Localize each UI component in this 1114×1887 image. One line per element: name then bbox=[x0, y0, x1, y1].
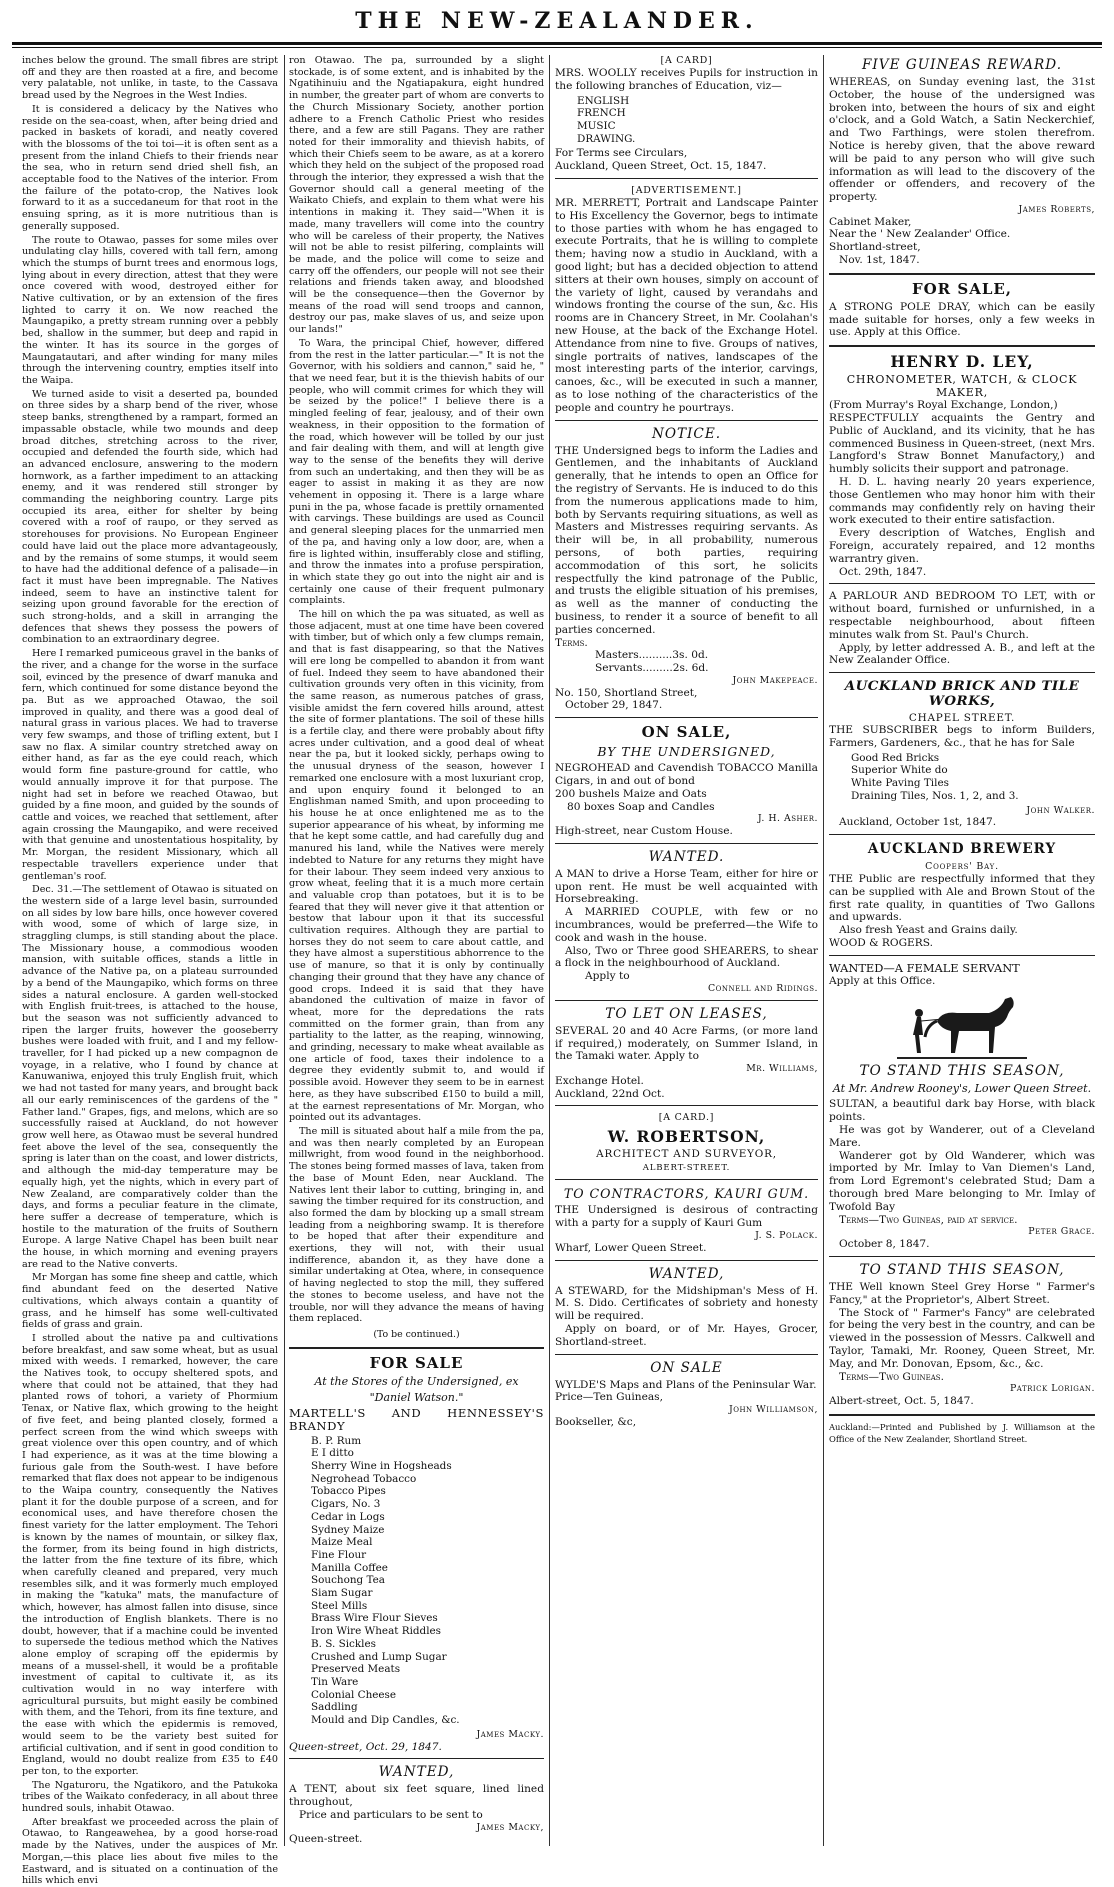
goods-list-item: Cigars, No. 3 bbox=[311, 1498, 381, 1511]
column-divider bbox=[284, 55, 285, 1846]
ad-body: THE Undersigned is desirous of contracting with a party for a supply of Kauri Gum bbox=[555, 1204, 818, 1230]
article-paragraph: Mr Morgan has some fine sheep and cattle, which find abundant feed on the deserted Native cultivations, which always contain a quantity of grass, and he himself has some well-cultivated fields of grass and grain. bbox=[22, 1272, 278, 1331]
ad-signature: Near the ' New Zealander' Office. bbox=[829, 228, 1011, 241]
ad-title: TO STAND THIS SEASON, bbox=[859, 1063, 1065, 1080]
goods-list-item: Maize Meal bbox=[311, 1536, 373, 1549]
ad-subtitle: At Mr. Andrew Rooney's, Lower Queen Street. bbox=[832, 1082, 1092, 1096]
ad-signature: James Roberts, bbox=[1018, 203, 1095, 215]
ad-address: Auckland, Queen Street, Oct. 15, 1847. bbox=[555, 160, 767, 173]
ads-column-3 bbox=[555, 55, 818, 1846]
ad-title: TO LET ON LEASES, bbox=[605, 1005, 768, 1022]
ad-title: AUCKLAND BREWERY bbox=[867, 841, 1057, 858]
goods-list bbox=[851, 752, 1095, 803]
ad-body: A PARLOUR AND BEDROOM TO LET, with or without board, furnished or unfurnished, in a respectable neighbourhood, about fifteen minutes walk from St. Paul's Church. bbox=[829, 590, 1095, 641]
ad-signature: J. H. Asher. bbox=[757, 813, 818, 825]
ad-separator bbox=[829, 345, 1095, 347]
ad-title: WANTED, bbox=[648, 1265, 725, 1282]
ad-date: October 8, 1847. bbox=[839, 1238, 930, 1251]
ad-title: TO CONTRACTORS, KAURI GUM. bbox=[563, 1186, 810, 1202]
ad-address: High-street, near Custom House. bbox=[555, 825, 733, 838]
article-paragraph: ron Otawao. The pa, surrounded by a slight stockade, is of some extent, and is inhabited by the Ngatihinuiu and the Ngatiapakura, eight hundred in number, the greater part of whom are converts to the Church Missionary Society, another portion adhere to a French Catholic Priest who resides there, and a few are still Pagans. They are rather noted for their immorality and thievish habits, of which their Chiefs seem to be aware, as at a korero which they held on the subject of the proposed road through the interior, they expressed a wish that the Governor should call a general meeting of the Waikato Chiefs, and explain to them what were his intentions in making it. They said—"When it is made, many travellers will come into the country who will be careless of their property, the Natives will not be able to resist pilfering, complaints will be made, and the police will come to seize and carry off the offenders, our people will not see their relations and friends taken away, and bloodshed will be the consequence—then the Governor by means of the road will send troops and cannon, destroy our pas, make slaves of us, and seize upon our lands!" bbox=[289, 55, 544, 336]
ad-address: Queen-street. bbox=[289, 1833, 363, 1846]
ad-wanted-tent bbox=[289, 1765, 544, 1846]
goods-list bbox=[311, 1435, 544, 1727]
ad-brick-works bbox=[829, 679, 1095, 829]
ad-date: Auckland, October 1st, 1847. bbox=[839, 816, 997, 829]
article-paragraph: Dec. 31.—The settlement of Otawao is situated on the western side of a large level basin, surrounded on all sides by low bare hills, once however covered with wood, some of which of large size, in straggling clumps, is still standing about the place. The Missionary house, a commodious wooden mansion, with suitable offices, stands a little in advance of the Native pa, on a plateau surrounded by a bend of the Maungapiko, which forms on three sides a natural enclosure. A garden well-stocked with English fruit-trees, is attached to the house, but the season was not sufficiently advanced to ripen the larger fruits, however the gooseberry bushes were loaded with fruit, and I and my fellow-traveller, for I had picked up a new compagnon de voyage, in a relative, who I found by chance at Kanuwaniwa, enjoyed this truly English fruit, which we had not tasted for many years, and brought back all our early reminiscences of the gardens of the " Father land." Grapes, figs, and melons, which are so successfully raised at Auckland, do not however grow well here, as Otawao must be several hundred feet above the level of the sea, consequently the spring is later than on the coast, and lower districts, and although the mid-day temperature may be equally high, yet the nights, which in every part of New Zealand, are comparatively colder than the days, and forms a peculiar feature in the climate, here suffer a decrease of temperature, which is hostile to the maturation of the fruits of Southern Europe. A large Native Chapel has been built near the house, in which morning and evening prayers are read to the Native converts. bbox=[22, 884, 278, 1270]
goods-list-item: Souchong Tea bbox=[311, 1574, 385, 1587]
column-divider bbox=[549, 55, 550, 1846]
article-paragraph: We turned aside to visit a deserted pa, bounded on three sides by a sharp bend of the river, whose steep banks, strengthened by a rampart, formed an impassable obstacle, while two mounds and deep broad ditches, stretching across to the river, occupied and defended the fourth side, which had an advanced enclosure, answering to the modern hornwork, as a farther impediment to an attacking enemy, and it was rendered still stronger by commanding the neighboring country. Large pits occupied its area, either for shelter by being covered with a roof of raupo, or they served as storehouses for provisions. No European Engineer could have laid out the place more advantageously, and by the remains of some stumps, it would seem to have had the additional defence of a palisade—in fact it must have been impregnable. The Natives indeed, seem to have an instinctive talent for seizing upon ground favorable for the erection of such strong-holds, and a skill in arranging the defences that shews they possess the powers of combination to an extraordinary degree. bbox=[22, 388, 278, 646]
ad-date: Albert-street, Oct. 5, 1847. bbox=[829, 1395, 974, 1408]
ad-on-sale-maps bbox=[555, 1361, 818, 1429]
ad-signature: WOOD & ROGERS. bbox=[829, 937, 933, 950]
subject-item: MUSIC bbox=[577, 120, 616, 132]
ad-farmers-fancy bbox=[829, 1263, 1095, 1408]
ad-signature: John Williamson, bbox=[728, 1404, 818, 1416]
ad-body: A TENT, about six feet square, lined lined throughout, bbox=[289, 1783, 544, 1809]
ad-body: MRS. WOOLLY receives Pupils for instruction in the following branches of Education, viz— bbox=[555, 67, 818, 92]
ad-title: WANTED, bbox=[378, 1764, 455, 1781]
ad-address: Wharf, Lower Queen Street. bbox=[555, 1241, 707, 1254]
goods-list-item: Sherry Wine in Hogsheads bbox=[311, 1460, 452, 1473]
ad-body: A MAN to drive a Horse Team, either for hire or upon rent. He must be well acquainted with Horsebreaking. bbox=[555, 867, 818, 906]
ad-body: Apply at this Office. bbox=[829, 974, 936, 987]
ad-henry-ley bbox=[829, 353, 1095, 578]
ad-body: WANTED—A FEMALE SERVANT bbox=[829, 960, 1020, 975]
ad-lead: MARTELL'S AND HENNESSEY'S BRANDY bbox=[289, 1405, 544, 1433]
ad-body: THE Well known Steel Grey Horse " Farmer's Fancy," at the Proprietor's, Albert Street. bbox=[829, 1280, 1095, 1306]
ad-title: ON SALE, bbox=[641, 723, 732, 742]
article-paragraph: The Ngaturoru, the Ngatikoro, and the Patukoka tribes of the Waikato confederacy, in all about three hundred souls, inhabit Otawao. bbox=[22, 1779, 278, 1815]
ad-female-servant bbox=[829, 962, 1095, 988]
ad-body: SULTAN, a beautiful dark bay Horse, with black points. bbox=[829, 1098, 1095, 1124]
ad-subtitle: Coopers' Bay. bbox=[925, 861, 999, 873]
ad-on-sale-asher bbox=[555, 724, 818, 838]
ad-body: RESPECTFULLY acquaints the Gentry and Public of Auckland, and its vicinity, that he has commenced Business in Queen-street, (next Mrs. Langford's Straw Bonnet Manufactory,) and humbly solicits their support and patronage. bbox=[829, 412, 1095, 476]
ad-body: Also, Two or Three good SHEARERS, to shear a flock in the neighbourhood of Auckland. bbox=[555, 944, 818, 970]
subject-item: FRENCH bbox=[577, 107, 626, 120]
ad-body: WHEREAS, on Sunday evening last, the 31st October, the house of the undersigned was broken into, between the hours of six and eight o'clock, and a Gold Watch, a Satin Neckerchief, and Two Farthings, were stolen therefrom. Notice is hereby given, that the above reward will be paid to any person who will give such information as will lead to the discovery of the offender or offenders, and recovery of the property. bbox=[829, 76, 1095, 204]
ad-body: A STRONG POLE DRAY, which can be easily made suitable for horses, only a few weeks in use. Apply at this Office. bbox=[829, 300, 1095, 339]
ad-body: The Stock of " Farmer's Fancy" are celebrated for being the very best in the country, and can be viewed in the possession of Messrs. Calkwell and Taylor, Tamaki, Mr. Rooney, Queen Street, Mr. May, and Mr. Donovan, Epsom, &c., &c. bbox=[829, 1306, 1095, 1370]
ad-label: [ADVERTISEMENT.] bbox=[631, 185, 742, 196]
ad-date: Queen-street, Oct. 29, 1847. bbox=[289, 1740, 442, 1753]
ad-title: TO STAND THIS SEASON, bbox=[859, 1261, 1065, 1278]
ad-signature: Cabinet Maker, bbox=[829, 215, 912, 228]
ad-separator bbox=[829, 672, 1095, 673]
ad-name: W. ROBERTSON, bbox=[607, 1127, 766, 1147]
goods-list-item: Preserved Meats bbox=[311, 1663, 401, 1676]
goods-list-item: Draining Tiles, Nos. 1, 2, and 3. bbox=[851, 789, 1019, 802]
goods-list-item: Cedar in Logs bbox=[311, 1510, 385, 1523]
goods-list-item: E I ditto bbox=[311, 1447, 354, 1460]
ad-body: THE SUBSCRIBER begs to inform Builders, Farmers, Gardeners, &c., that he has for Sale bbox=[829, 724, 1095, 749]
ad-signature: James Macky, bbox=[476, 1821, 544, 1833]
article-paragraph: To Wara, the principal Chief, however, differed from the rest in the latter particular.—" It is not the Governor, with his soldiers and cannon," said he, " that we need fear, but it is the thievish habits of our people, who will commit crimes for which they will be seized by the police!" I believe there is a mingled feeling of fear, jealousy, and of their own weakness, in their opposition to the formation of the road, which however will be tolled by our just and fair dealing with them, and will at length give way to the sense of the benefits they will derive from such an undertaking, and then they will be as eager to assist in making it as they are now vehement in opposing it. There is a large whare puni in the pa, whose facade is prettily ornamented with carvings. These buildings are used as Council and general sleeping places for the unmarried men of the pa, and having only a low door, are, when a fire is lighted within, insufferably close and stifling, and throw the inmates into a profuse perspiration, in which state they go out into the night air and is certainly one cause of their frequent pulmonary complaints. bbox=[289, 337, 544, 607]
goods-list-item: Tobacco Pipes bbox=[311, 1485, 386, 1498]
ad-title: FOR SALE bbox=[369, 1353, 464, 1372]
ad-body: WYLDE'S Maps and Plans of the Peninsular War. bbox=[555, 1378, 817, 1391]
article-paragraph: Here I remarked pumiceous gravel in the banks of the river, and a change for the worse in the surface soil, evinced by the presence of dwarf manuka and fern, which continued for some distance beyond the pa. But as we approached Otawao, the soil improved in quality, and there was a good deal of natural grass in various places. We had to traverse very few swamps, and those of trifling extent, but I saw no flax. A similar country stretched away on either hand, as far as the eye could reach, which would form fine pasture-ground for cattle, who would annually improve it for that purpose. The night had set in before we reached Otawao, but guided by a fine moon, and guided by the sounds of cattle and voices, we reached that settlement, after again crossing the Maungapiko, and were received with that genuine and unostentatious hospitality, by Mr. Morgan, the resident Missionary, which all respectable travellers experience under that gentleman's roof. bbox=[22, 648, 278, 882]
ad-separator bbox=[829, 834, 1095, 835]
ad-reward bbox=[829, 58, 1095, 267]
ad-label: [A CARD.] bbox=[658, 1112, 715, 1124]
goods-list-item: Brass Wire Flour Sieves bbox=[311, 1612, 438, 1625]
ad-merrett bbox=[555, 185, 818, 415]
ad-pole-dray bbox=[829, 281, 1095, 339]
ad-separator bbox=[555, 1354, 818, 1355]
ad-address: Shortland-street, bbox=[829, 241, 921, 254]
ad-price: Servants.........2s. 6d. bbox=[595, 662, 709, 675]
ad-separator bbox=[829, 273, 1095, 275]
ad-separator bbox=[555, 420, 818, 421]
ad-body: H. D. L. having nearly 20 years experience, those Gentlemen who may honor him with their commands may confidently rely on having their work executed to their entire satisfaction. bbox=[829, 476, 1095, 527]
ad-body: THE Undersigned begs to inform the Ladies and Gentlemen, and the inhabitants of Auckland generally, that he intends to open an Office for the registry of Servants. He is induced to do this from the numerous applications made to him, both by Servants requiring situations, as well as Masters and Mistresses requiring servants. As their will be, in all probability, numerous persons, of both parties, requiring accommodation of this sort, he solicits respectfully the kind patronage of the Public, and trusts the eligible situation of his premises, as well as the manner of conducting the business, to render it a source of benefit to all parties concerned. bbox=[555, 444, 818, 636]
ad-separator bbox=[289, 1758, 544, 1759]
ad-subtitle: (From Murray's Royal Exchange, London,) bbox=[829, 399, 1058, 412]
goods-list-item: B. S. Sickles bbox=[311, 1637, 376, 1650]
ad-title: NOTICE. bbox=[651, 425, 722, 442]
article-paragraph: The hill on which the pa was situated, as well as those adjacent, must at one time have been covered with timber, but of which only a few clumps remain, and that is fast disappearing, so that the Natives will ere long be compelled to abandon it from want of fuel. Indeed they seem to have abandoned their cultivation grounds very often in this vicinity, from the same reason, as numerous patches of grass, visible amidst the fern covered hills around, attest the site of former plantations. The soil of these hills is a fertile clay, and there were probably about fifty acres under cultivation, and a good deal of wheat near the pa, but it looked sickly, perhaps owing to the unusual dryness of the season, however I remarked one enclosure with a most luxuriant crop, and upon enquiry found it belonged to an Englishman named Smith, and upon proceeding to his house he at once enlightened me as to the superior appearance of his wheat, by informing me that he kept some cattle, and had carefully dug and manured his land, while the Natives were merely indebted to Nature for any returns they might have for their labour. They seem indeed very anxious to grow wheat, feeling that it is a much more certain and valuable crop than potatoes, but it is to be feared that they will never give it that attention or bestow that labour upon it that its successful cultivation requires. Although they are partial to horses they do not seem to care about cattle, and they have almost a superstitious abhorrence to the use of manure, so that it is only by continually changing their ground that they have any chance of good crops. Indeed it is said that they have abandoned the cultivation of maize in favor of wheat, more for the depredations the rats committed on the former grain, than from any partiality to the latter, as the reaping, winnowing, and grinding, necessary to make wheat available as one article of food, taxes their indolence to a degree they evidently submit to, and would if possible avoid. However they seem to be in earnest here, as they have subscribed £150 to build a mill, at the earnest representations of Mr. Morgan, who pointed out its advantages. bbox=[289, 609, 544, 1124]
ad-signature: John Makepeace. bbox=[732, 674, 818, 686]
ad-date: October 29, 1847. bbox=[565, 699, 663, 712]
ad-title: WANTED. bbox=[648, 848, 725, 865]
ad-separator bbox=[555, 1105, 818, 1106]
ad-role: CHRONOMETER, WATCH, & CLOCK MAKER, bbox=[846, 373, 1078, 400]
ad-label: [A CARD] bbox=[660, 55, 713, 66]
article-paragraph: I strolled about the native pa and cultivations before breakfast, and saw some wheat, but as usual mixed with weeds. I remarked, however, the care the Natives took, to occupy sheltered spots, and where that could not be attained, that they had planted rows of tohori, a variety of Phormium Tenax, or Native flax, which growing to the height of five feet, and being planted closely, formed a perfect screen from the wind which sweeps with great violence over this open country, and of which I had experience, as it was at the time blowing a furious gale from the South-west. I have before remarked that flax does not appear to be indigenous to the Waipa country, consequently the Natives plant it for the double purpose of a screen, and for economical uses, and have therefore chosen the finest variety for the latter employment. The Tehori is known by the names of mountain, or silkey flax, the former, from its being found in high districts, the latter from the fine texture of its fibre, which when carefully cleaned and prepared, very much resembles silk, and it was formerly much employed in making the "katuka" mats, the manufacture of which, however, has almost fallen into disuse, since the introduction of English blankets. There is no doubt, however, that if a machine could be invented to supersede the tedious method which the Natives alone employ of scraping off the epidermis by means of a mussel-shell, it would be a profitable investment of capital to cultivate it, as its cultivation would in no way interfere with agricultural pursuits, but might easily be combined with them, and the Tehori, from its fine texture, and the ease with which the epidermis is removed, would seem to be the variety best suited for artificial cultivation, and if sent in good condition to England, would no doubt realize from £35 to £40 per ton, to the exporter. bbox=[22, 1332, 278, 1777]
ad-card-robertson bbox=[555, 1112, 818, 1174]
ad-subtitle: At the Stores of the Undersigned, ex bbox=[314, 1374, 519, 1388]
ad-body: He was got by Wanderer, out of a Cleveland Mare. bbox=[829, 1124, 1095, 1149]
ad-subtitle: "Daniel Watson." bbox=[369, 1390, 464, 1404]
ad-separator bbox=[829, 1414, 1095, 1416]
ad-signature: Patrick Lorigan. bbox=[1009, 1383, 1095, 1395]
ad-title: FOR SALE, bbox=[911, 279, 1013, 298]
column-divider bbox=[823, 55, 824, 1846]
ad-body: NEGROHEAD and Cavendish TOBACCO Manilla Cigars, in and out of bond bbox=[555, 762, 818, 787]
ad-signature: James Macky. bbox=[476, 1728, 544, 1740]
goods-list-item: Fine Flour bbox=[311, 1548, 367, 1561]
article-paragraph: inches below the ground. The small fibres are stript off and they are then roasted at a fire, and become very palatable, not unlike, in taste, to the Cassava bread used by the Negroes in the West Indies. bbox=[22, 55, 278, 102]
ad-address: ALBERT-STREET. bbox=[642, 1163, 731, 1174]
ads-column-4 bbox=[829, 55, 1095, 1846]
masthead-rule bbox=[12, 42, 1102, 45]
ad-signature: Exchange Hotel. bbox=[555, 1074, 644, 1087]
article-paragraph: The route to Otawao, passes for some miles over undulating clay hills, covered with tall fern, among which the stumps of burnt trees and enormous logs, lying about in every direction, attest that they were once covered with wood, destroyed either for Native cultivation, or by an extension of the fires lighted to carry it on. We now reached the Maungapiko, a pretty stream running over a pebbly bed, shallow in the summer, but deep and rapid in the winter. It has its source in the gorges of Maungatautari, and after winding for many miles through the intervening country, empties itself into the Waipa. bbox=[22, 234, 278, 386]
masthead bbox=[0, 0, 1114, 48]
article-paragraph: It is considered a delicacy by the Natives who reside on the sea-coast, when, after being dried and packed in baskets of koradi, and neatly covered with the blossoms of the toi toi—it is often sent as a present from the inland Chiefs to their friends near the sea, who in return send dried shell fish, an acceptable food to the Natives of the interior. From the failure of the potato-crop, the Natives look forward to it as a succedaneum for that root in the ensuing spring, as it is more nutritious than is generally supposed. bbox=[22, 103, 278, 232]
ad-name: HENRY D. LEY, bbox=[890, 352, 1034, 372]
newspaper-title: THE NEW-ZEALANDER. bbox=[355, 8, 759, 34]
ad-title: FIVE GUINEAS REWARD. bbox=[861, 57, 1063, 73]
ad-body: Apply to bbox=[585, 970, 630, 983]
ad-sultan bbox=[829, 1064, 1095, 1250]
article-paragraph: The mill is situated about half a mile from the pa, and was then nearly completed by an European millwright, from wood found in the neighborhood. The stones being formed masses of lava, taken from the base of Mount Eden, near Auckland. The Natives lent their labor to cutting, bringing in, and sawing the timber required for its construction, and also formed the dam by blocking up a small stream leading from a neighboring swamp. It is therefore to be hoped that after their expenditure and exertions, they will not, with their usual indifference, abandon it, as they have done a similar undertaking at Otea, where, in consequence of having neglected to stop the mill, they suffered the stones to become useless, and have not the trouble, nor will they advance the means of having them replaced. bbox=[289, 1125, 544, 1325]
goods-list-item: Sydney Maize bbox=[311, 1523, 385, 1536]
ad-to-let bbox=[555, 1007, 818, 1101]
ad-brewery bbox=[829, 841, 1095, 950]
ad-body: 200 bushels Maize and Oats bbox=[555, 787, 707, 800]
ad-separator bbox=[289, 1347, 544, 1349]
ad-separator bbox=[829, 955, 1095, 956]
ad-body: MR. MERRETT, Portrait and Landscape Painter to His Excellency the Governor, begs to intimate to those parties with whom he has engaged to execute Portraits, that he is willing to complete them; having now a studio in Auckland, with a good light; but has a decided objection to attend sitters at their own houses, simply on account of the variety of light, caused by verandahs and windows fronting the course of the sun, &c. His rooms are in Chancery Street, in Mr. Coolahan's new House, at the back of the Exchange Hotel. Attendance from nine to five. Groups of natives, single portraits of natives, landscapes of the most interesting parts of the interior, carvings, canoes, &c., will be executed in such a manner, as to lose nothing of the characteristics of the people and country he pourtrays. bbox=[555, 197, 818, 414]
article-paragraph: After breakfast we proceeded across the plain of Otawao, to Rangeawehea, by a good horse-road made by the Natives, under the auspices of Mr. Morgan,—this place lies about five miles to the Eastward, and is situated on a continuation of the hills which envi bbox=[22, 1816, 278, 1887]
article-column-1 bbox=[22, 55, 278, 1887]
goods-list-item: Siam Sugar bbox=[311, 1587, 373, 1600]
ad-price: Price—Ten Guineas, bbox=[555, 1391, 663, 1404]
ad-wanted-horse-team bbox=[555, 850, 818, 995]
ad-body: Also fresh Yeast and Grains daily. bbox=[839, 924, 1018, 937]
ad-date: Auckland, 22nd Oct. bbox=[555, 1087, 665, 1100]
ad-body: A STEWARD, for the Midshipman's Mess of H. M. S. Dido. Certificates of sobriety and honesty will be required. bbox=[555, 1284, 818, 1323]
ad-terms: Terms—Two Guineas, paid at service. bbox=[839, 1213, 1018, 1226]
ad-date: Nov. 1st, 1847. bbox=[839, 254, 920, 267]
ad-separator bbox=[829, 583, 1095, 584]
ad-terms: Terms. bbox=[555, 636, 588, 649]
ad-terms: For Terms see Circulars, bbox=[555, 147, 688, 160]
ad-wanted-steward bbox=[555, 1267, 818, 1349]
subject-item: DRAWING. bbox=[577, 132, 636, 145]
ad-separator bbox=[829, 1256, 1095, 1257]
ad-separator bbox=[555, 178, 818, 179]
ad-for-sale-stores bbox=[289, 1355, 544, 1754]
subject-item: ENGLISH bbox=[577, 94, 630, 107]
goods-list-item: Saddling bbox=[311, 1701, 358, 1714]
ad-parlour bbox=[829, 590, 1095, 667]
ad-signature: Mr. Williams, bbox=[746, 1063, 818, 1075]
goods-list-item: Mould and Dip Candles, &c. bbox=[311, 1714, 460, 1727]
goods-list-item: Good Red Bricks bbox=[851, 751, 940, 764]
ad-separator bbox=[555, 843, 818, 844]
ad-price: Masters..........3s. 0d. bbox=[595, 649, 709, 662]
goods-list-item: Colonial Cheese bbox=[311, 1688, 397, 1701]
goods-list-item: Iron Wire Wheat Riddles bbox=[311, 1625, 442, 1638]
masthead-rule-thin bbox=[12, 47, 1102, 48]
ad-separator bbox=[555, 1260, 818, 1261]
article-column-2 bbox=[289, 55, 544, 1846]
continued-note: (To be continued.) bbox=[373, 1328, 460, 1340]
goods-list-item: Negrohead Tobacco bbox=[311, 1472, 417, 1485]
ad-title: ON SALE bbox=[650, 1359, 723, 1376]
goods-list-item: Steel Mills bbox=[311, 1599, 368, 1612]
ad-title: AUCKLAND BRICK AND TILE WORKS, bbox=[844, 678, 1080, 710]
ad-signature: J. S. Polack. bbox=[755, 1230, 818, 1242]
ad-body: Apply, by letter addressed A. B., and left at the New Zealander Office. bbox=[829, 641, 1095, 667]
horse-illustration bbox=[897, 991, 1027, 1061]
ad-role: ARCHITECT AND SURVEYOR, bbox=[596, 1148, 777, 1161]
ad-body: Apply on board, or of Mr. Hayes, Grocer, Shortland-street. bbox=[555, 1322, 818, 1348]
ad-signature: Peter Grace. bbox=[1028, 1226, 1095, 1238]
ad-body: Every description of Watches, English and Foreign, accurately repaired, and 12 months warrantry given. bbox=[829, 527, 1095, 565]
ad-body: Wanderer got by Old Wanderer, which was imported by Mr. Imlay to Van Diemen's Land, from Lord Egremont's celebrated Stud; Dam a thorough bred Mare belonging to Mr. Imlay of Twofold Bay bbox=[829, 1149, 1095, 1213]
printer-imprint: Auckland:—Printed and Published by J. Williamson at the Office of the New Zealander, Shortland Street. bbox=[829, 1421, 1095, 1444]
ad-separator bbox=[555, 1000, 818, 1001]
ad-signature: John Walker. bbox=[1026, 804, 1095, 816]
ad-separator bbox=[555, 717, 818, 718]
ad-body: SEVERAL 20 and 40 Acre Farms, (or more land if required,) moderately, on Summer Island, in the Tamaki water. Apply to bbox=[555, 1024, 818, 1063]
goods-list-item: Tin Ware bbox=[311, 1676, 359, 1688]
ad-subtitle: BY THE UNDERSIGNED, bbox=[597, 744, 776, 760]
ad-body: THE Public are respectfully informed that they can be supplied with Ale and Brown Stout of the first rate quality, in quantities of Two Gallons and upwards. bbox=[829, 873, 1095, 924]
goods-list-item: Superior White do bbox=[851, 764, 948, 777]
ad-separator bbox=[555, 1179, 818, 1180]
ad-signature: Connell and Ridings. bbox=[707, 983, 818, 995]
goods-list-item: B. P. Rum bbox=[311, 1434, 362, 1447]
goods-list-item: White Paving Tiles bbox=[851, 777, 949, 790]
ad-body: A MARRIED COUPLE, with few or no incumbrances, would be preferred—the Wife to cook and wash in the house. bbox=[555, 906, 818, 944]
goods-list-item: Crushed and Lump Sugar bbox=[311, 1650, 447, 1663]
ad-contractors bbox=[555, 1186, 818, 1254]
ad-subtitle: CHAPEL STREET. bbox=[908, 712, 1016, 725]
ad-terms: Terms—Two Guineas. bbox=[839, 1370, 944, 1383]
ad-body: 80 boxes Soap and Candles bbox=[567, 800, 715, 813]
ad-address: No. 150, Shortland Street, bbox=[555, 686, 698, 699]
ad-body: Price and particulars to be sent to bbox=[299, 1808, 483, 1821]
ad-date: Oct. 29th, 1847. bbox=[839, 565, 927, 578]
ad-signature: Bookseller, &c, bbox=[555, 1415, 637, 1428]
ad-card-woolly bbox=[555, 55, 818, 173]
ad-notice bbox=[555, 427, 818, 713]
subjects-list bbox=[577, 95, 818, 146]
goods-list-item: Manilla Coffee bbox=[311, 1561, 388, 1574]
